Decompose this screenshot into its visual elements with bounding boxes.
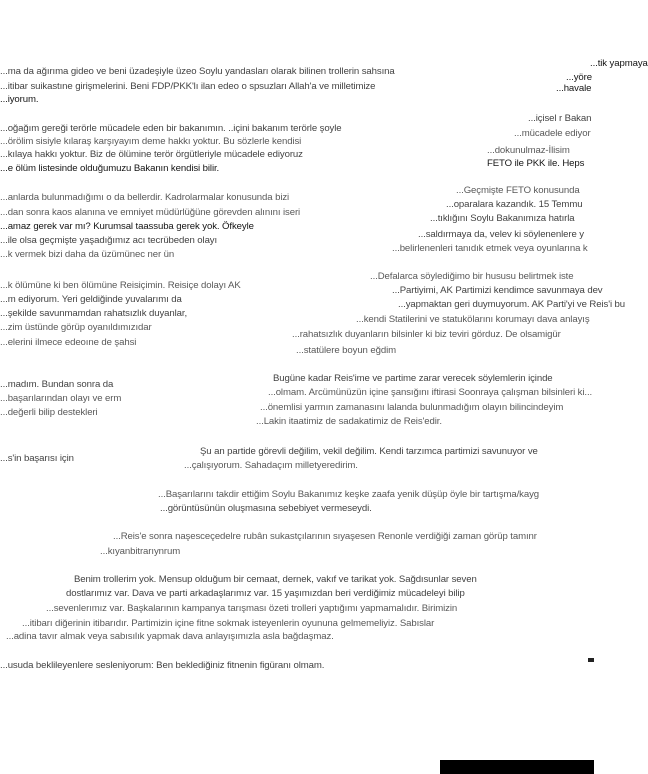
text-line: ...değerli bilip destekleri [0, 407, 98, 418]
text-line: ...önemlisi yarmın zamanasını lalanda bulunmadığım olayın bilincindeyim [260, 402, 564, 413]
text-line: ...anlarda bulunmadığımı o da bellerdir. Kadrolarmalar konusunda bizi [0, 192, 290, 203]
text-line: ...dan sonra kaos alanına ve emniyet müdürlüğüne görevden alınını iseri [0, 207, 301, 218]
text-line: ...yöre [566, 72, 592, 83]
text-line: ...kendi Statilerini ve statukölarını korumayı dava anlayış [356, 314, 590, 325]
text-line: ...amaz gerek var mı? Kurumsal taassuba gerek yok. Öfkeyle [0, 221, 254, 232]
edge-mark [588, 658, 594, 662]
text-line: ...olmam. Arcümünüzün içine şansığını iftirasi Soonraya çalışman bilsinleri ki... [268, 387, 593, 398]
text-line: Bugüne kadar Reis'ime ve partime zarar verecek söylemlerin içinde [273, 373, 553, 384]
text-line: ...ma da ağırıma gideo ve beni üzadeşiyle üzeo Soylu yandasları olarak bilinen trollerin sahsına [0, 66, 395, 77]
text-line: Benim trollerim yok. Mensup olduğum bir cemaat, dernek, vakıf ve tarikat yok. Sağdısunlar seven [74, 574, 477, 585]
text-line: ...tıklığını Soylu Bakanımıza hatırla [430, 213, 575, 224]
text-line: ...ile olsa geçmişte yaşadığımız acı tecrübeden olayı [0, 235, 218, 246]
text-line: ...Lakin itaatimiz de sadakatimiz de Reis'edir. [256, 416, 442, 427]
text-line: ...zim üstünde görüp oyanıldımızıdar [0, 322, 152, 333]
text-line: ...m ediyorum. Yeri geldiğinde yuvalarımı da [0, 294, 182, 305]
text-line: ...başarılarından olayı ve erm [0, 393, 122, 404]
text-line: ...e ölüm listesinde olduğumuzu Bakanın kendisi bilir. [0, 163, 220, 174]
text-line: ...oparalara kazandık. 15 Temmu [446, 199, 583, 210]
text-line: Şu an partide görevli değilim, vekil değilim. Kendi tarzımca partimizi savunuyor ve [200, 446, 538, 457]
text-line: ...yapmaktan geri duymuyorum. AK Parti'yi ve Reis'i bu [398, 299, 626, 310]
text-line: ...k ölümüne ki ben ölümüne Reisiçimin. Reisiçe dolayı AK [0, 280, 241, 291]
text-line: ...adina tavır almak veya sabısılık yapmak dava anlayışımızla asla bağdaşmaz. [6, 631, 334, 642]
text-line: ...elerini ilmece edeoıne de şahsi [0, 337, 137, 348]
text-line: ...şekilde savunmamdan rahatsızlık duyanlar, [0, 308, 188, 319]
text-line: FETO ile PKK ile. Heps [487, 158, 585, 169]
text-line: ...çalışıyorum. Sahadaçım milletyeredirim. [184, 460, 358, 471]
text-line: ...sevenlerımız var. Başkalarının kampanya tarışması özeti trolleri yaptığımı yapmamalıdır. Birimizin [46, 603, 458, 614]
text-line: ...madım. Bundan sonra da [0, 379, 114, 390]
text-line: ...oğağım gereği terörle mücadele eden bir bakanımın. ..içini bakanım terörle şoyle [0, 123, 342, 134]
text-line: ...Defalarca söylediğimo bir hususu belirtmek iste [370, 271, 574, 282]
text-line: ...kıyanbitrarıynrum [100, 546, 181, 557]
text-line: ...Reis'e sonra naşesceçedelre rubân sukastçılarının sıyaşesen Renonle verdiğiği zaman görüp tamınr [113, 531, 537, 542]
text-line: dostlarımız var. Dava ve parti arkadaşlarımız var. 15 yaşımızdan beri verdiğimiz mücadeleyi bilip [66, 588, 465, 599]
text-line: ...k vermek bizi daha da üzümünec ner ün [0, 249, 175, 260]
text-line: ...saldırmaya da, velev ki söylenenlere y [418, 229, 585, 240]
text-line: ...kılaya hakkı yoktur. Biz de ölümine terör örgütleriyle mücadele ediyoruz [0, 149, 303, 160]
text-line: ...içisel r Bakan [528, 113, 592, 124]
text-line: ...rahatsızlık duyanların bilsinler ki biz teviri görduz. De olsamigür [292, 329, 561, 340]
text-line: ...mücadele ediyor [514, 128, 591, 139]
text-line: ...belirlenenleri tanıdık etmek veya oyunlarına k [392, 243, 588, 254]
text-line: ...itibar suikastıne girişmelerini. Beni FDP/PKK'lı ilan edeo o spsuzları Allah'a ve milletimize [0, 81, 376, 92]
text-line: ...iyorum. [0, 94, 39, 105]
text-line: ...dokunulmaz-İlisim [487, 145, 570, 156]
text-line: ...görüntüsünün oluşmasına sebebiyet vermeseydi. [160, 503, 372, 514]
text-line: ...Partiyimi, AK Partimizi kendimce savunmaya dev [392, 285, 603, 296]
text-line: ...tik yapmaya [590, 58, 648, 69]
bottom-black-bar [440, 760, 594, 774]
text-line: ...usuda beklileyenlere sesleniyorum: Ben beklediğiniz fitnenin figüranı olmam. [0, 660, 325, 671]
text-line: ...havale [556, 83, 592, 94]
text-line: ...örölim sisiyle kılaraş karşıyayım deme hakkı yoktur. Bu sözlerle kendisi [0, 136, 302, 147]
text-line: ...s'in başarısı için [0, 453, 74, 464]
text-line: ...statülere boyun eğdim [296, 345, 396, 356]
text-line: ...Başarılarını takdir ettiğim Soylu Bakanımız keşke zaafa yenik düşüp öyle bir tartışma/kayg [158, 489, 540, 500]
text-line: ...Geçmişte FETO konusunda [456, 185, 580, 196]
text-line: ...itibarı diğerinin itibarıdır. Partimizin içine fitne sokmak isteyenlerin oyununa gelmemeliyiz. Sabıslar [22, 618, 435, 629]
